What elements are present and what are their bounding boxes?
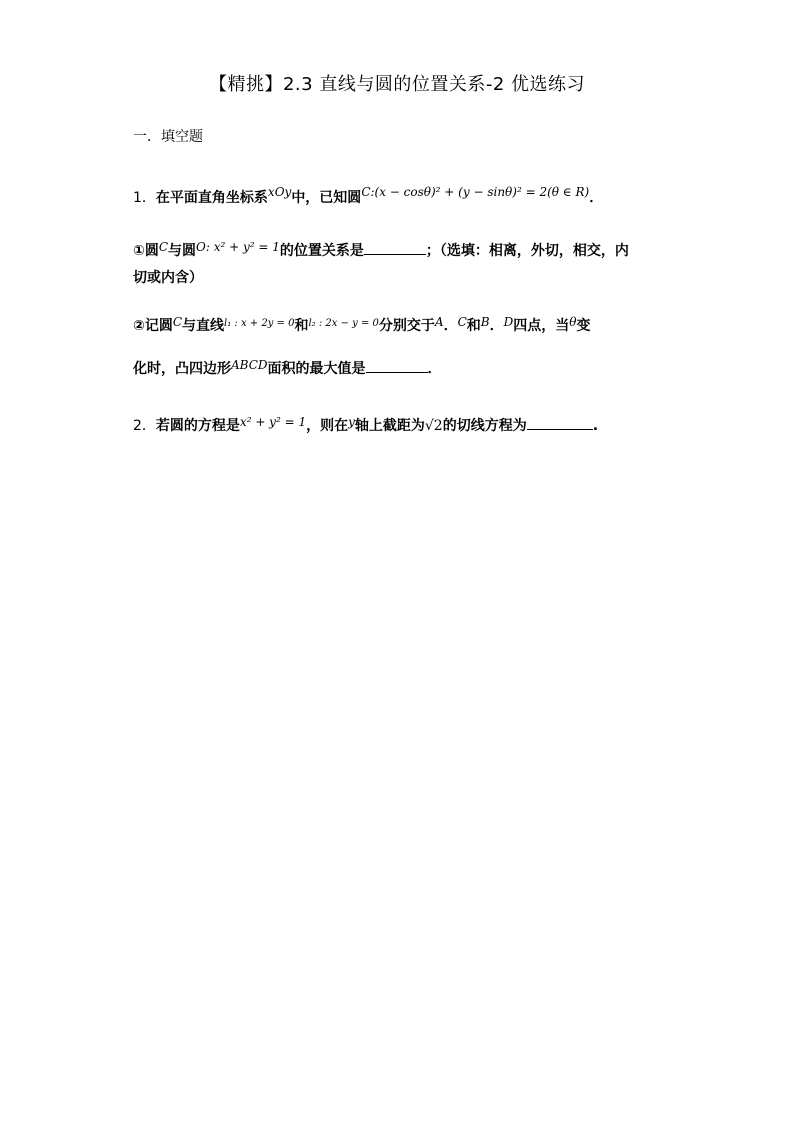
math-c: C bbox=[172, 315, 183, 329]
text: 变 bbox=[576, 318, 591, 334]
text: 与直线 bbox=[182, 318, 225, 334]
answer-blank[interactable] bbox=[364, 240, 426, 255]
math-y: y bbox=[348, 415, 355, 429]
text: 面积的最大值是 bbox=[267, 361, 366, 377]
math-theta: θ bbox=[569, 315, 577, 329]
text: 化时，凸四边形 bbox=[133, 361, 231, 377]
text: 的位置关系是 bbox=[279, 243, 364, 259]
text: ②记圆 bbox=[133, 318, 173, 334]
math-xoy: xOy bbox=[267, 185, 292, 199]
math-circle-o: O: x² + y² = 1 bbox=[196, 240, 280, 254]
math-line-l2: l₂ : 2x − y = 0 bbox=[308, 318, 379, 329]
page-title: 【精挑】2.3 直线与圆的位置关系-2 优选练习 bbox=[208, 74, 585, 95]
section-heading: 一．填空题 bbox=[133, 129, 203, 145]
text: 切或内含） bbox=[133, 270, 203, 286]
text: ． bbox=[589, 190, 604, 206]
text: 和 bbox=[466, 318, 481, 334]
text: 和 bbox=[294, 318, 309, 334]
text: ，则在 bbox=[306, 418, 349, 434]
math-c: C bbox=[457, 315, 467, 329]
text: ． bbox=[489, 318, 504, 334]
math-line-l1: l₁ : x + 2y = 0 bbox=[224, 318, 295, 329]
text: 中，已知圆 bbox=[291, 190, 362, 206]
text: 轴上截距为 bbox=[354, 418, 425, 434]
math-circle-equation: x² + y² = 1 bbox=[239, 415, 307, 429]
question-1-line-1 bbox=[133, 185, 604, 208]
text: . bbox=[592, 418, 599, 434]
math-circle-equation: C:(x − cosθ)² + (y − sinθ)² = 2(θ ∈ R) bbox=[361, 185, 590, 199]
text: ①圆 bbox=[133, 243, 159, 259]
text: ；（选填：相离，外切，相交，内 bbox=[425, 243, 629, 259]
question-number: 1． bbox=[133, 190, 156, 206]
text: 与圆 bbox=[168, 243, 197, 259]
question-2 bbox=[133, 415, 598, 436]
question-1-part-1 bbox=[133, 240, 629, 261]
text: 分别交于 bbox=[378, 318, 435, 334]
math-sqrt-2: √2 bbox=[424, 418, 443, 434]
text: 若圆的方程是 bbox=[155, 418, 240, 434]
text: ． bbox=[443, 318, 458, 334]
question-1-part-2 bbox=[133, 316, 590, 338]
text: 的切线方程为 bbox=[442, 418, 527, 434]
math-c: C bbox=[158, 240, 169, 254]
text: ． bbox=[427, 361, 442, 377]
question-1-part-1-cont bbox=[133, 268, 203, 288]
answer-blank[interactable] bbox=[527, 415, 593, 430]
text: 在平面直角坐标系 bbox=[155, 190, 268, 206]
math-b: B bbox=[480, 315, 490, 329]
text: 四点，当 bbox=[513, 318, 570, 334]
math-a: A bbox=[434, 315, 444, 329]
math-d: D bbox=[503, 315, 514, 329]
question-1-part-2-cont bbox=[133, 358, 442, 379]
math-abcd: ABCD bbox=[231, 358, 268, 372]
question-number: 2． bbox=[133, 418, 156, 434]
answer-blank[interactable] bbox=[366, 358, 428, 373]
